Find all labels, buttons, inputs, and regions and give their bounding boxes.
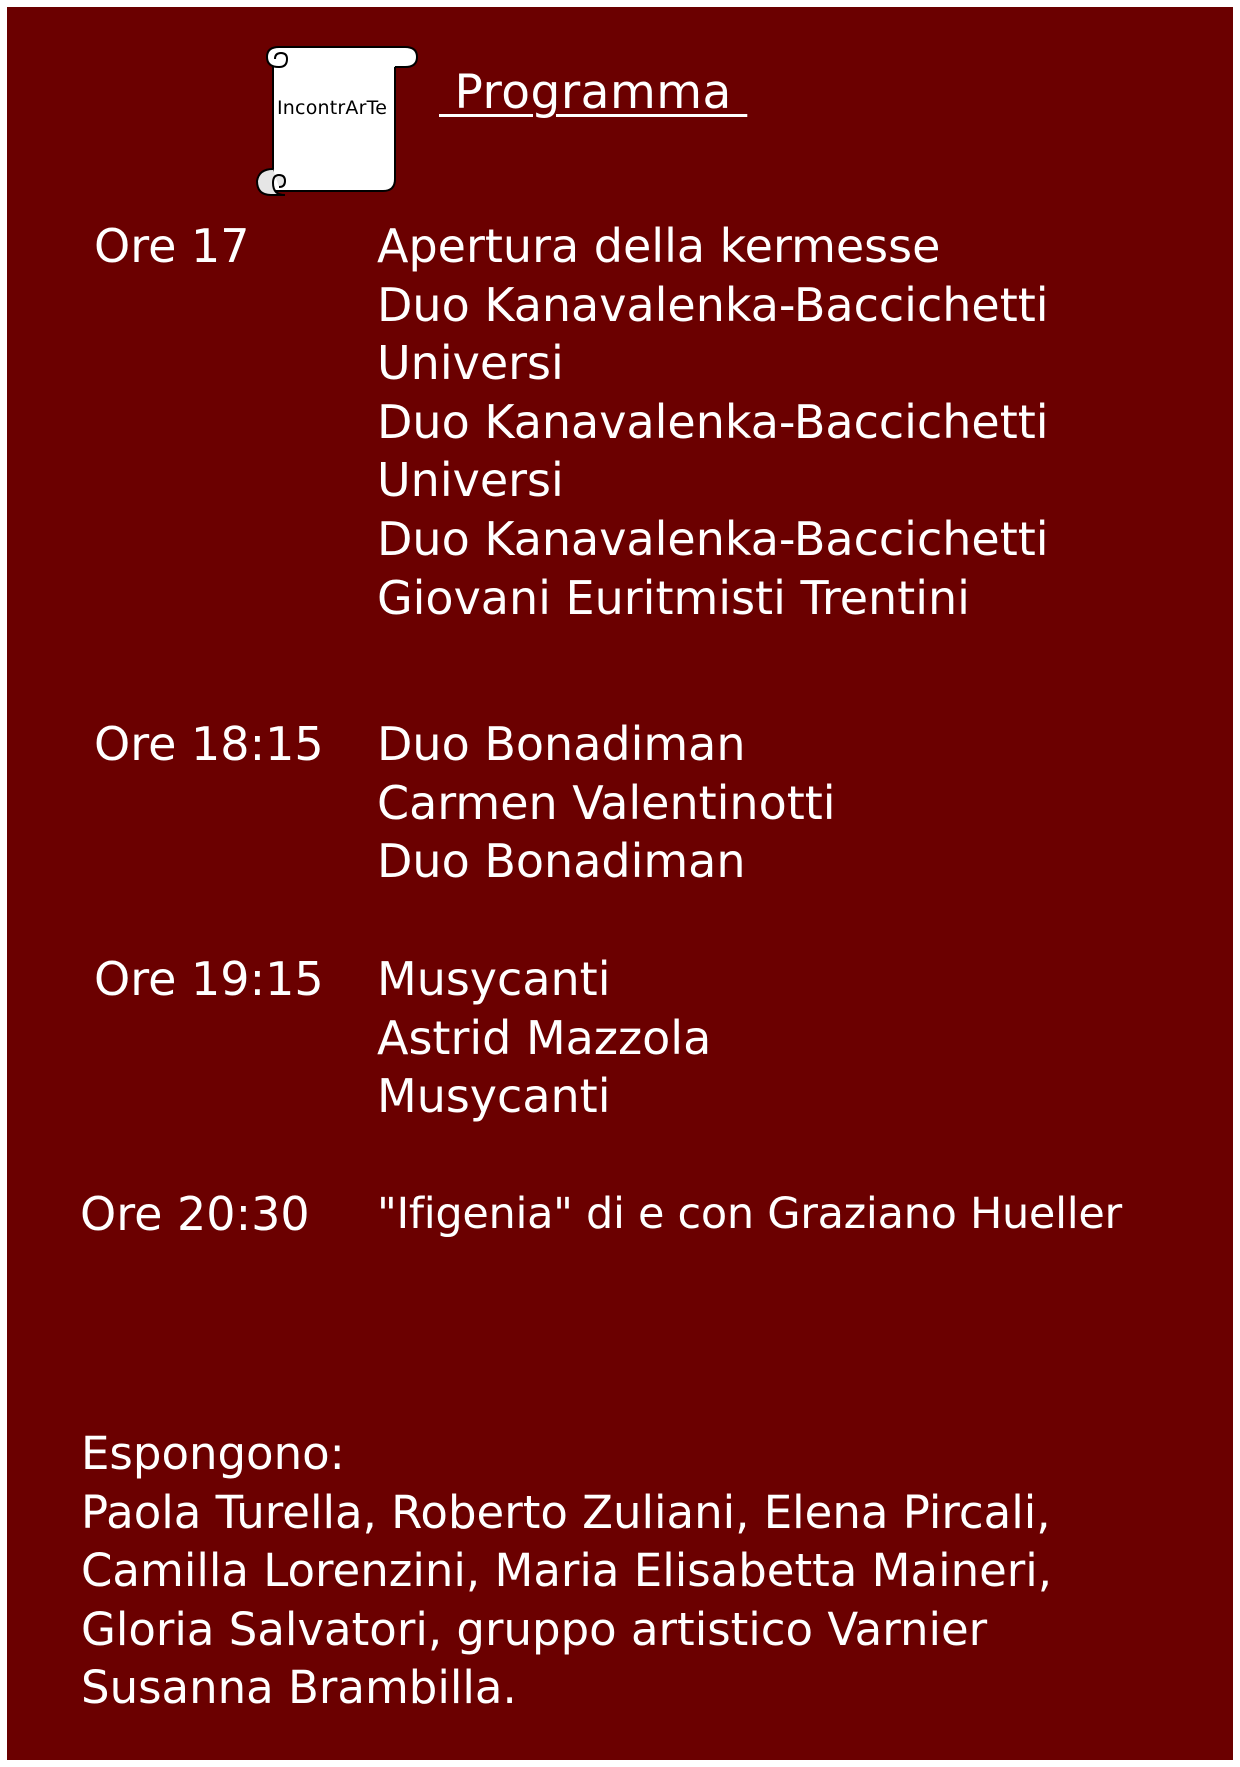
exhibitors-label: Espongono: xyxy=(81,1427,345,1480)
exhibitors-line: Camilla Lorenzini, Maria Elisabetta Maineri, xyxy=(81,1544,1053,1598)
program-item: Carmen Valentinotti xyxy=(377,775,836,830)
program-item: Apertura della kermesse xyxy=(377,219,941,273)
incontrarte-logo xyxy=(245,39,445,199)
program-item: Duo Bonadiman xyxy=(377,834,746,889)
program-item: Musycanti xyxy=(377,1069,611,1124)
exhibitors-line: Gloria Salvatori, gruppo artistico Varnier xyxy=(81,1602,988,1656)
exhibitors-line: Paola Turella, Roberto Zuliani, Elena Pircali, xyxy=(81,1485,1051,1539)
page-title: Programma xyxy=(439,65,748,120)
program-item: Universi xyxy=(377,453,564,508)
program-item: Universi xyxy=(377,336,564,391)
program-item: Duo Kanavalenka-Baccichetti xyxy=(377,394,1049,449)
time-slot-label: Ore 18:15 xyxy=(94,717,324,771)
program-item: Musycanti xyxy=(377,952,611,1006)
time-slot-items xyxy=(377,715,836,891)
time-slot-label: Ore 20:30 xyxy=(80,1187,310,1241)
program-item: Astrid Mazzola xyxy=(377,1010,712,1065)
time-slot-items xyxy=(377,217,1049,627)
program-item: Giovani Euritmisti Trentini xyxy=(377,570,970,625)
program-item: Duo Bonadiman xyxy=(377,717,746,771)
time-slot-items xyxy=(377,1185,1122,1244)
time-slot-items xyxy=(377,950,711,1126)
time-slot-label: Ore 17 xyxy=(94,219,250,273)
exhibitors xyxy=(81,1425,1052,1718)
program-item: Duo Kanavalenka-Baccichetti xyxy=(377,511,1049,566)
logo-text: IncontrArTe xyxy=(277,97,388,119)
program-item: "Ifigenia" di e con Graziano Hueller xyxy=(377,1189,1122,1239)
paper-scroll-icon xyxy=(245,39,445,199)
program-poster xyxy=(7,7,1233,1760)
time-slot-label: Ore 19:15 xyxy=(94,952,324,1006)
program-item: Duo Kanavalenka-Baccichetti xyxy=(377,277,1049,332)
exhibitors-line: Susanna Brambilla. xyxy=(81,1661,517,1715)
